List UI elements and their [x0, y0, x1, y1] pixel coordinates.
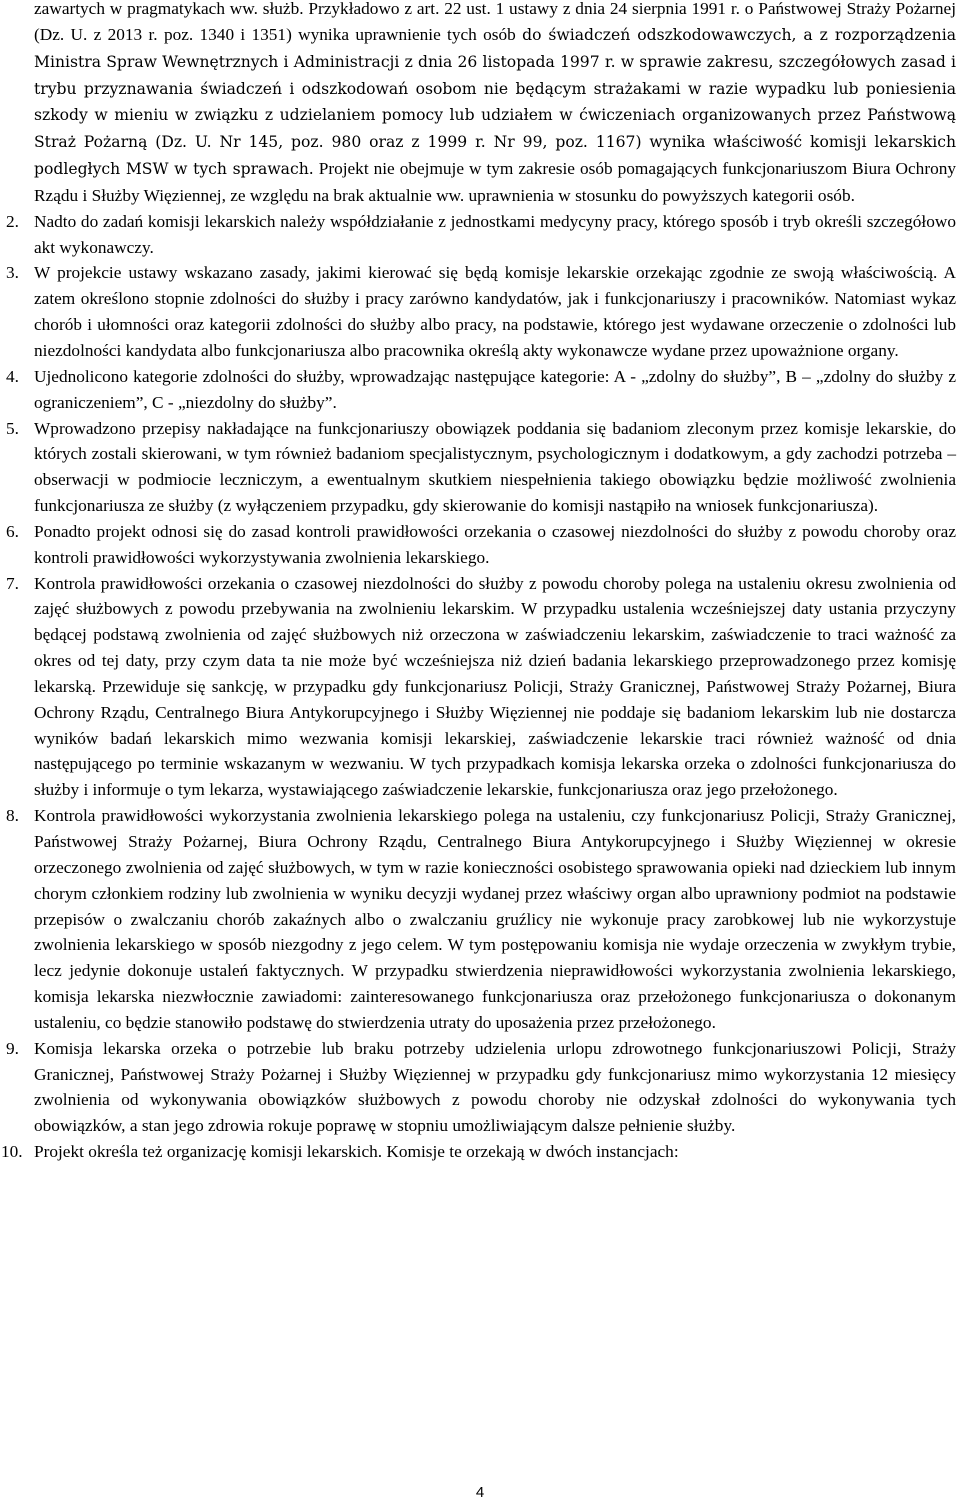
list-item: [6, 571, 956, 804]
list-item-number: 8.: [6, 806, 19, 826]
list-item-text: Ponadto projekt odnosi się do zasad kontroli prawidłowości orzekania o czasowej niezdolności do służby z powodu choroby oraz kontroli prawidłowości wykorzystywania zwolnienia lekarskiego.: [34, 521, 956, 567]
list-item: [1, 1139, 956, 1165]
list-item-number: 9.: [6, 1038, 19, 1058]
list-item: [6, 519, 956, 571]
page-number: 4: [475, 1484, 485, 1501]
list-item-number: 5.: [6, 418, 19, 438]
list-item-number: 7.: [6, 573, 19, 593]
document-page: [1, 0, 956, 1165]
list-item-number: 4.: [6, 366, 19, 386]
list-item-number: 6.: [6, 521, 19, 541]
list-item-text: Komisja lekarska orzeka o potrzebie lub braku potrzeby udzielenia urlopu zdrowotnego funkcjonariuszowi Policji, Straży Granicznej, Państwowej Straży Pożarnej i Służby Więziennej w przypadku gdy funkcjonariusz mimo wykorzystania 12 miesięcy zwolnienia od wykonywania obowiązków służbowych z powodu choroby nie odzyskał zdolności do wykonywania tych obowiązków, a stan jego zdrowia rokuje poprawę w stopniu umożliwiającym dalsze pełnienie służby.: [34, 1038, 956, 1136]
list-item: [6, 1036, 956, 1139]
list-item: [6, 803, 956, 1036]
list-item-number: 10.: [1, 1142, 23, 1162]
list-item: [6, 416, 956, 519]
list-item-text: Kontrola prawidłowości orzekania o czasowej niezdolności do służby z powodu choroby polega na ustaleniu okresu zwolnienia od zajęć służbowych z powodu przebywania na zwolnieniu lekarskim. W przypadku ustalenia wcześniejszej daty ustania przyczyny będącej podstawą zwolnienia od zajęć służbowych niż orzeczona w zaświadczeniu lekarskim, zaświadczenie to traci ważność za okres od tej daty, przy czym data ta nie może być wcześniejsza niż dzień badania lekarskiego przeprowadzonego przez komisję lekarską. Przewiduje się sankcję, w przypadku gdy funkcjonariusz Policji, Straży Granicznej, Państwowej Straży Pożarnej, Biura Ochrony Rządu, Centralnego Biura Antykorupcyjnego i Służby Więziennej nie poddaje się badaniom lekarskim lub nie dostarcza wyników badań lekarskich mimo wezwania komisji lekarskiej, zaświadczenie lekarskie traci również ważność od dnia następującego po terminie wskazanym w wezwaniu. W tych przypadkach komisja lekarska orzeka o zdolności funkcjonariusza do służby i informuje o tym lekarza, wystawiającego zaświadczenie lekarskie, funkcjonariusza oraz jego przełożonego.: [34, 573, 956, 800]
list-item: [6, 209, 956, 261]
intro-part-2: do świadczeń odszkodowawczych, a z rozporządzenia Ministra Spraw Wewnętrznych i Administracji z dnia 26 listopada 1997 r. w sprawie zakresu, szczegółowych zasad i trybu przyznawania świadczeń i odszkodowań osobom nie będącym strażakami w razie wypadku lub poniesienia szkody w mieniu w związku z udzielaniem pomocy lub udziałem w ćwiczeniach organizowanych przez Państwową Straż Pożarną (Dz. U. Nr 145, poz. 980 oraz z 1999 r. Nr 99, poz. 1167) wynika właściwość komisji lekarskich podległych MSW w tych sprawach.: [34, 25, 956, 179]
intro-part-3: Projekt nie obejmuje w tym zakresie osób pomagających funkcjonariuszom Biura Ochrony Rządu i Służby Więziennej, ze względu na brak aktualnie ww. uprawnienia w stosunku do powyższych kategorii osób.: [34, 159, 956, 205]
list-item-number: 3.: [6, 263, 19, 283]
intro-part-1: zawartych w pragmatykach ww. służb. Przykładowo z art. 22 ust. 1 ustawy z dnia 24 sierpnia 1991 r. o Państwowej Straży Pożarnej (Dz. U. z 2013 r. poz. 1340 i 1351) wynika uprawnienie tych osób: [34, 0, 956, 44]
list-item-text: Nadto do zadań komisji lekarskich należy współdziałanie z jednostkami medycyny pracy, którego sposób i tryb określi szczegółowo akt wykonawczy.: [34, 211, 956, 257]
list-item-text: W projekcie ustawy wskazano zasady, jakimi kierować się będą komisje lekarskie orzekając zgodnie ze swoją właściwością. A zatem określono stopnie zdolności do służby i pracy zarówno kandydatów, jak i funkcjonariuszy i pracowników. Natomiast wykaz chorób i ułomności oraz kategorii zdolności do służby albo pracy, na podstawie, którego jest wydawane orzeczenie o zdolności lub niezdolności kandydata albo funkcjonariusza albo pracownika określą akty wykonawcze wydane przez upoważnione organy.: [34, 263, 956, 360]
list-item-text: Wprowadzono przepisy nakładające na funkcjonariuszy obowiązek poddania się badaniom zleconym przez komisje lekarskie, do których zostali skierowani, w tym również badaniom specjalistycznym, psychologicznym i dodatkowym, a gdy zachodzi potrzeba – obserwacji w podmiocie leczniczym, a ewentualnym skutkiem niespełnienia takiego obowiązku będzie możliwość zwolnienia funkcjonariusza ze służby (z wyłączeniem przypadku, gdy skierowanie do komisji nastąpiło na wniosek funkcjonariusza).: [34, 418, 956, 516]
list-item-text: Ujednolicono kategorie zdolności do służby, wprowadzając następujące kategorie: A - „zdolny do służby”, B – „zdolny do służby z ograniczeniem”, C - „niezdolny do służby”.: [34, 366, 956, 412]
list-item-number: 2.: [6, 211, 19, 231]
intro-paragraph: [34, 0, 956, 209]
list-item-text: Kontrola prawidłowości wykorzystania zwolnienia lekarskiego polega na ustaleniu, czy funkcjonariusz Policji, Straży Granicznej, Państwowej Straży Pożarnej, Biura Ochrony Rządu, Centralnego Biura Antykorupcyjnego i Służby Więziennej w okresie orzeczonego zwolnienia od zajęć służbowych, w tym w razie konieczności osobistego sprawowania opieki nad dzieckiem lub innym chorym członkiem rodziny lub zwolnienia w wyniku decyzji wydanej przez właściwy organ albo uprawniony podmiot na podstawie przepisów o zwalczaniu chorób zakaźnych albo o zwalczaniu gruźlicy nie wykonuje pracy zarobkowej lub nie wykorzystuje zwolnienia lekarskiego w sposób niezgodny z jego celem. W tym postępowaniu komisja nie wydaje orzeczenia w zwykłym trybie, lecz jedynie dokonuje ustaleń faktycznych. W przypadku stwierdzenia nieprawidłowości wykorzystania zwolnienia lekarskiego, komisja lekarska niezwłocznie zawiadomi: zainteresowanego funkcjonariusza oraz przełożonego funkcjonariusza o dokonanym ustaleniu, co będzie stanowiło podstawę do stwierdzenia utraty do uposażenia przez przełożonego.: [34, 806, 956, 1032]
list-item: [6, 260, 956, 363]
list-item-text: Projekt określa też organizację komisji lekarskich. Komisje te orzekają w dwóch instancjach:: [34, 1142, 679, 1162]
list-item: [6, 364, 956, 416]
numbered-list: [1, 209, 956, 1165]
